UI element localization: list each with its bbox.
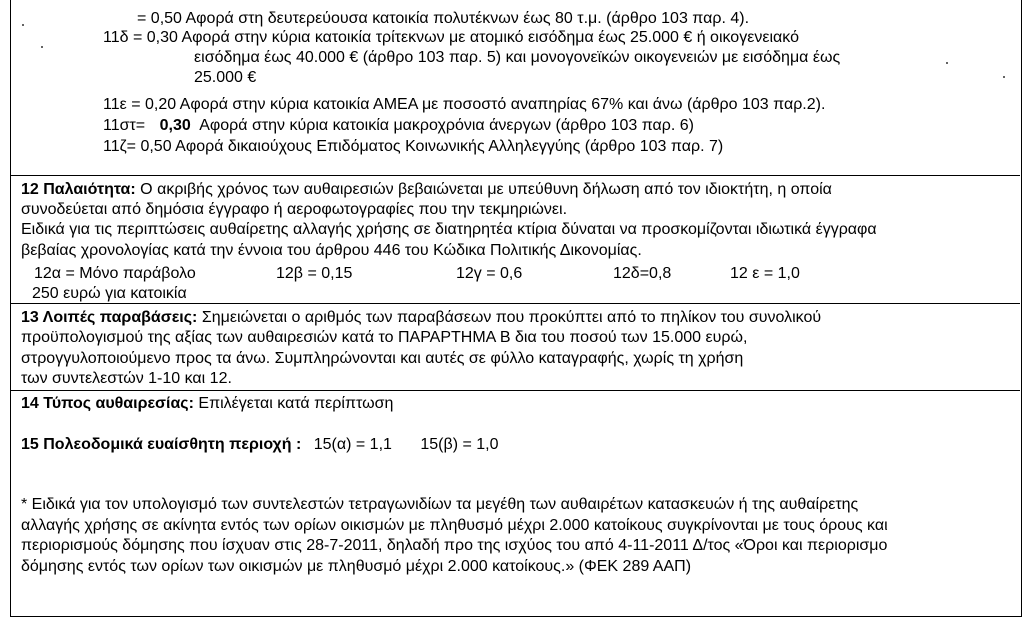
footnote-line3: περιορισμούς δόμησης που ίσχυαν στις 28-7-2011, δηλαδή προ της ισχύος του από 4-11-2011 Δ/τος «Όροι και περιορισμο	[21, 537, 888, 554]
row-11b: = 0,50 Αφορά στη δευτερεύουσα κατοικία πολυτέκνων έως 80 τ.μ. (άρθρο 103 παρ. 4).	[137, 10, 750, 27]
section12-heading: 12 Παλαιότητα:	[21, 181, 136, 198]
section13-line4: των συντελεστών 1-10 και 12.	[21, 370, 232, 387]
scan-speck	[41, 46, 43, 48]
scan-speck	[946, 62, 948, 64]
row-11d-line2: εισόδημα έως 40.000 € (άρθρο 103 παρ. 5) και μονογονεϊκών οικογενειών με εισόδημα έως	[194, 49, 841, 66]
section12-line2: συνοδεύεται από δημόσια έγγραφο ή αεροφωτογραφίες που την τεκμηριώνει.	[21, 201, 568, 218]
scan-speck	[22, 24, 24, 26]
factor-12c: 12γ = 0,6	[456, 265, 523, 282]
section14-line	[21, 394, 393, 413]
row-11st	[103, 116, 694, 135]
divider-11-12	[10, 175, 1020, 176]
divider-13-14	[10, 390, 1020, 391]
footnote-line2: αλλαγής χρήσης σε ακίνητα εντός των ορίων οικισμών με πληθυσμό μέχρι 2.000 κατοίκους συγκρίνονται με τους όρους και	[21, 517, 888, 534]
row-11e: 11ε = 0,20 Αφορά στην κύρια κατοικία ΑΜΕΑ με ποσοστό αναπηρίας 67% και άνω (άρθρο 103 παρ.2).	[103, 96, 826, 113]
factor-12b: 12β = 0,15	[276, 265, 353, 282]
section13-line1	[21, 308, 821, 327]
section12-line3: Ειδικά για τις περιπτώσεις αυθαίρετης αλλαγής χρήσης σε διατηρητέα κτίρια δύναται να προσκομίζονται ιδιωτικά έγγραφα	[21, 221, 877, 238]
row-11st-prefix: 11στ=	[103, 117, 146, 134]
section15-line	[21, 435, 499, 454]
row-11st-text: Αφορά στην κύρια κατοικία μακροχρόνια άνεργων (άρθρο 103 παρ. 6)	[199, 117, 694, 134]
row-11st-value: 0,30	[159, 117, 191, 134]
section14-text: Επιλέγεται κατά περίπτωση	[198, 395, 394, 412]
factor-15b: 15(β) = 1,0	[420, 436, 499, 453]
section14-heading: 14 Τύπος αυθαιρεσίας:	[21, 395, 194, 412]
factor-15a: 15(α) = 1,1	[313, 436, 392, 453]
section12-line1-text: Ο ακριβής χρόνος των αυθαιρεσιών βεβαιώνεται με υπεύθυνη δήλωση από τον ιδιοκτήτη, η οποία	[140, 181, 832, 198]
scan-speck	[1003, 76, 1005, 78]
factor-12d: 12δ=0,8	[613, 265, 672, 282]
divider-12-13	[10, 303, 1020, 304]
section13-heading: 13 Λοιπές παραβάσεις:	[21, 309, 198, 326]
factor-12a: 12α = Μόνο παράβολο	[34, 265, 196, 282]
row-11d-line3: 25.000 €	[194, 69, 257, 86]
factor-12e: 12 ε = 1,0	[730, 265, 800, 282]
footnote-line1: * Ειδικά για τον υπολογισμό των συντελεστών τετραγωνιδίων τα μεγέθη των αυθαιρέτων κατασκευών ή της αυθαίρετης	[21, 496, 859, 513]
section15-heading: 15 Πολεοδομικά ευαίσθητη περιοχή :	[21, 436, 302, 453]
section12-line1	[21, 180, 832, 199]
row-11d-line1: 11δ = 0,30 Αφορά στην κύρια κατοικία τρίτεκνων με ατομικό εισόδημα έως 25.000 € ή οικογενειακό	[103, 29, 799, 46]
section13-line3: στρογγυλοποιούμενο προς τα άνω. Συμπληρώνονται και αυτές σε φύλλο καταγραφής, χωρίς τη χρήση	[21, 350, 744, 367]
footnote-line4: δόμησης εντός των ορίων των οικισμών με πληθυσμό μέχρι 2.000 κατοίκους.» (ΦΕΚ 289 ΑΑΠ)	[21, 558, 692, 575]
section13-line2: προϋπολογισμού της αξίας των αυθαιρεσιών κατά το ΠΑΡΑΡΤΗΜΑ Β δια του ποσού των 15.000 ευρώ,	[21, 329, 748, 346]
section13-line1-text: Σημειώνεται ο αριθμός των παραβάσεων που προκύπτει από το πηλίκον του συνολικού	[201, 309, 822, 326]
fee-note: 250 ευρώ για κατοικία	[32, 285, 187, 302]
row-11z: 11ζ= 0,50 Αφορά δικαιούχους Επιδόματος Κοινωνικής Αλληλεγγύης (άρθρο 103 παρ. 7)	[103, 138, 724, 155]
section12-line4: βεβαίας χρονολογίας κατά την έννοια του άρθρου 446 του Κώδικα Πολιτικής Δικονομίας.	[21, 242, 642, 259]
